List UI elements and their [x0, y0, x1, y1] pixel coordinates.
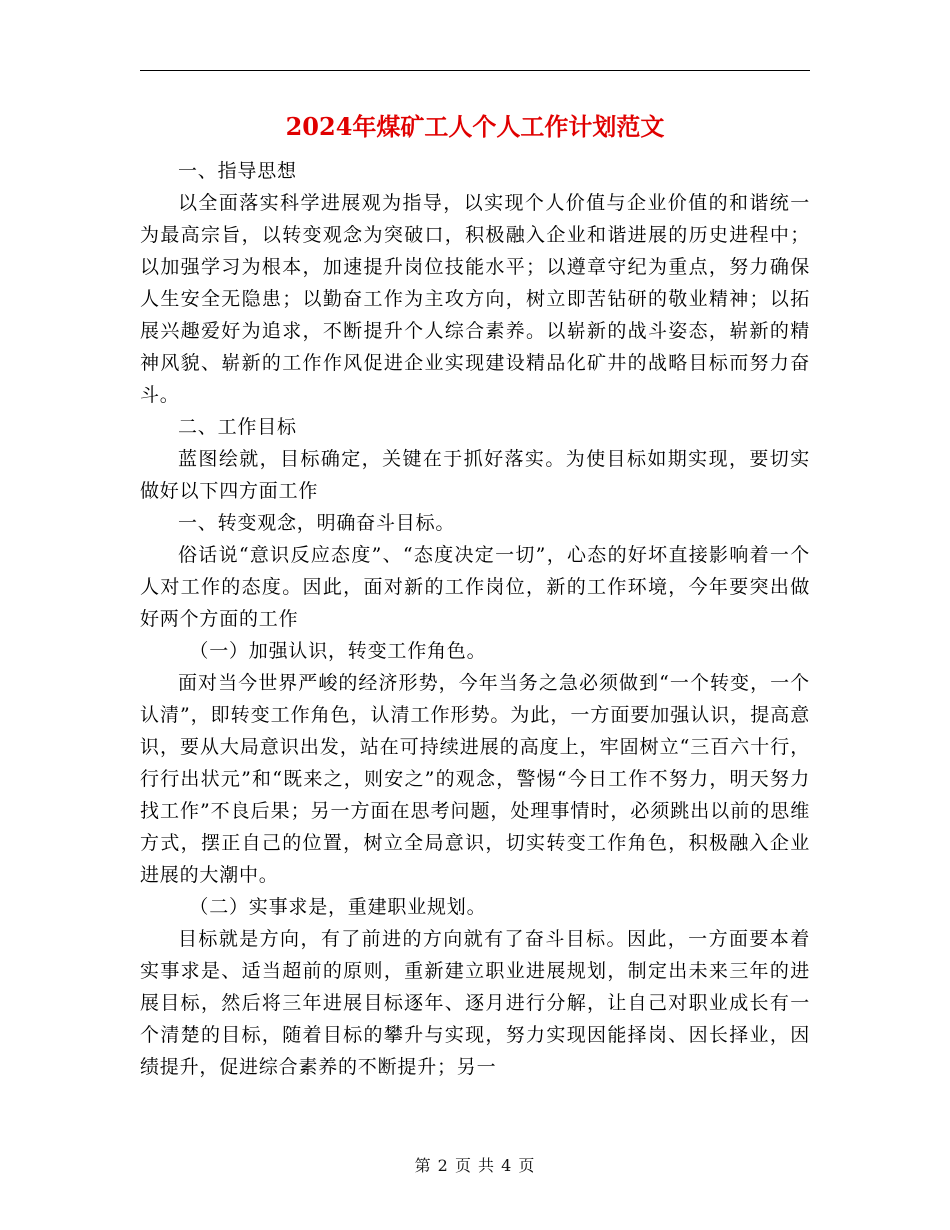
document-body: [140, 155, 810, 1083]
page-number-footer: 第 2 页 共 4 页: [414, 1156, 536, 1175]
item-heading-career-planning: （二）实事求是，重建职业规划。: [189, 896, 487, 918]
section-heading-guiding-ideology: 一、指导思想: [178, 160, 297, 182]
paragraph-career-planning: 目标就是方向，有了前进的方向就有了奋斗目标。因此，一方面要本着实事求是、适当超前的原则，重新建立职业进展规划，制定出未来三年的进展目标，然后将三年进展目标逐年、逐月进行分解，让自己对职业成长有一个清楚的目标，随着目标的攀升与实现，努力实现因能择岗、因长择业，因绩提升，促进综合素养的不断提升；另一: [140, 928, 810, 1078]
document-title: 2024年煤矿工人个人工作计划范文: [285, 112, 665, 141]
subsection-heading-change-concepts: 一、转变观念，明确奋斗目标。: [178, 512, 456, 534]
section-heading-work-goals: 二、工作目标: [178, 416, 297, 438]
item-heading-strengthen-awareness: （一）加强认识，转变工作角色。: [189, 640, 487, 662]
paragraph-work-goals-intro: 蓝图绘就，目标确定，关键在于抓好落实。为使目标如期实现，要切实做好以下四方面工作: [140, 448, 810, 502]
paragraph-change-concepts: 俗话说“意识反应态度”、“态度决定一切”，心态的好坏直接影响着一个人对工作的态度。因此，面对新的工作岗位，新的工作环境，今年要突出做好两个方面的工作: [140, 544, 810, 630]
paragraph-guiding-ideology: 以全面落实科学进展观为指导，以实现个人价值与企业价值的和谐统一为最高宗旨，以转变观念为突破口，积极融入企业和谐进展的历史进程中；以加强学习为根本，加速提升岗位技能水平；以遵章守纪为重点，努力确保人生安全无隐患；以勤奋工作为主攻方向，树立即苦钻研的敬业精神；以拓展兴趣爱好为追求，不断提升个人综合素养。以崭新的战斗姿态，崭新的精神风貌、崭新的工作作风促进企业实现建设精品化矿井的战略目标而努力奋斗。: [140, 192, 810, 406]
paragraph-strengthen-awareness: 面对当今世界严峻的经济形势，今年当务之急必须做到“一个转变，一个认清”，即转变工作角色，认清工作形势。为此，一方面要加强认识，提高意识，要从大局意识出发，站在可持续进展的高度上，牢固树立“三百六十行，行行出状元”和“既来之，则安之”的观念，警惕“今日工作不努力，明天努力找工作”不良后果；另一方面在思考问题，处理事情时，必须跳出以前的思维方式，摆正自己的位置，树立全局意识，切实转变工作角色，积极融入企业进展的大潮中。: [140, 672, 810, 886]
header-rule: [140, 70, 810, 71]
